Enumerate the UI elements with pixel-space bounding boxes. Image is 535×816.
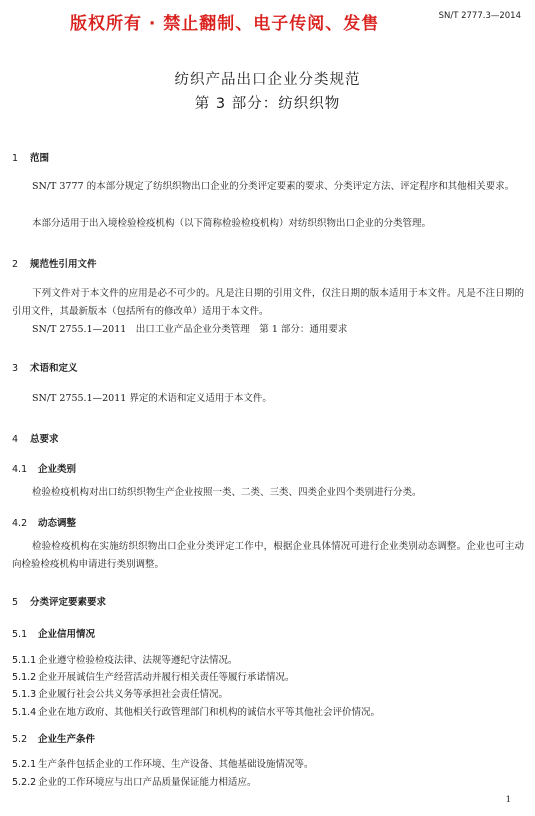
section-title: 范围 bbox=[30, 153, 50, 164]
clause-number: 5.1.1 bbox=[12, 655, 37, 666]
clause-5-2-2 bbox=[12, 774, 257, 788]
section-5-2-heading bbox=[12, 731, 95, 745]
clause-5-1-4 bbox=[12, 704, 380, 718]
section-4-heading bbox=[12, 431, 59, 445]
section-number: 5.1 bbox=[12, 629, 28, 640]
clause-number: 5.1.3 bbox=[12, 689, 37, 700]
section-3-paragraph-1: SN/T 2755.1—2011 界定的术语和定义适用于本文件。 bbox=[32, 393, 272, 404]
clause-5-1-1 bbox=[12, 652, 238, 666]
clause-number: 5.1.2 bbox=[12, 672, 37, 683]
section-title: 分类评定要素要求 bbox=[30, 597, 107, 608]
section-5-1-heading bbox=[12, 626, 95, 640]
section-number: 4.2 bbox=[12, 518, 28, 529]
clause-text: 企业开展诚信生产经营活动并履行相关责任等履行承诺情况。 bbox=[38, 672, 295, 683]
section-4-1-paragraph: 检验检疫机构对出口纺织织物生产企业按照一类、二类、三类、四类企业四个类别进行分类。 bbox=[32, 487, 422, 498]
clause-text: 企业履行社会公共义务等承担社会责任情况。 bbox=[38, 689, 229, 700]
section-title: 动态调整 bbox=[38, 518, 77, 529]
section-number: 4.1 bbox=[12, 464, 28, 475]
document-subtitle: 第 3 部分：纺织织物 bbox=[194, 96, 341, 112]
page-number: 1 bbox=[505, 795, 511, 805]
section-2-reference: SN/T 2755.1—2011 出口工业产品企业分类管理 第 1 部分：通用要求 bbox=[32, 324, 348, 335]
clause-number: 5.2.2 bbox=[12, 777, 37, 788]
section-number: 3 bbox=[12, 363, 19, 374]
clause-text: 生产条件包括企业的工作环境、生产设备、其他基础设施情况等。 bbox=[38, 759, 314, 770]
standard-number-header: SN/T 2777.3—2014 bbox=[438, 11, 521, 21]
clause-5-2-1 bbox=[12, 756, 314, 770]
clause-text: 企业遵守检验检疫法律、法规等遵纪守法情况。 bbox=[38, 655, 238, 666]
clause-5-1-2 bbox=[12, 669, 295, 683]
clause-number: 5.2.1 bbox=[12, 759, 37, 770]
section-title: 规范性引用文件 bbox=[30, 259, 97, 270]
section-1-paragraph-2: 本部分适用于出入境检验检疫机构（以下简称检验检疫机构）对纺织织物出口企业的分类管理。 bbox=[32, 218, 432, 229]
section-5-heading bbox=[12, 594, 106, 608]
copyright-watermark: 版权所有 · 禁止翻制、电子传阅、发售 bbox=[70, 14, 380, 34]
section-number: 1 bbox=[12, 153, 19, 164]
clause-text: 企业在地方政府、其他相关行政管理部门和机构的诚信水平等其他社会评价情况。 bbox=[38, 707, 381, 718]
section-title: 企业生产条件 bbox=[38, 734, 96, 745]
section-4-2-paragraph: 检验检疫机构在实施纺织织物出口企业分类评定工作中，根据企业具体情况可进行企业类别动态调整。企业也可主动向检验检疫机构申请进行类别调整。 bbox=[12, 541, 524, 570]
section-4-2-heading bbox=[12, 515, 76, 529]
clause-5-1-3 bbox=[12, 686, 228, 700]
clause-text: 企业的工作环境应与出口产品质量保证能力相适应。 bbox=[38, 777, 257, 788]
document-title: 纺织产品出口企业分类规范 bbox=[174, 72, 361, 88]
clause-number: 5.1.4 bbox=[12, 707, 37, 718]
section-title: 术语和定义 bbox=[30, 363, 78, 374]
section-title: 企业信用情况 bbox=[38, 629, 96, 640]
section-number: 4 bbox=[12, 434, 19, 445]
section-1-heading bbox=[12, 150, 49, 164]
section-1-paragraph-1: SN/T 3777 的本部分规定了纺织织物出口企业的分类评定要素的要求、分类评定方法、评定程序和其他相关要求。 bbox=[32, 181, 515, 192]
section-title: 总要求 bbox=[30, 434, 59, 445]
section-number: 2 bbox=[12, 259, 19, 270]
section-3-heading bbox=[12, 360, 78, 374]
section-number: 5.2 bbox=[12, 734, 28, 745]
section-2-paragraph-1: 下列文件对于本文件的应用是必不可少的。凡是注日期的引用文件，仅注日期的版本适用于本文件。凡是不注日期的引用文件，其最新版本（包括所有的修改单）适用于本文件。 bbox=[12, 288, 524, 317]
section-2-heading bbox=[12, 256, 97, 270]
section-number: 5 bbox=[12, 597, 19, 608]
section-4-1-heading bbox=[12, 461, 76, 475]
section-title: 企业类别 bbox=[38, 464, 77, 475]
